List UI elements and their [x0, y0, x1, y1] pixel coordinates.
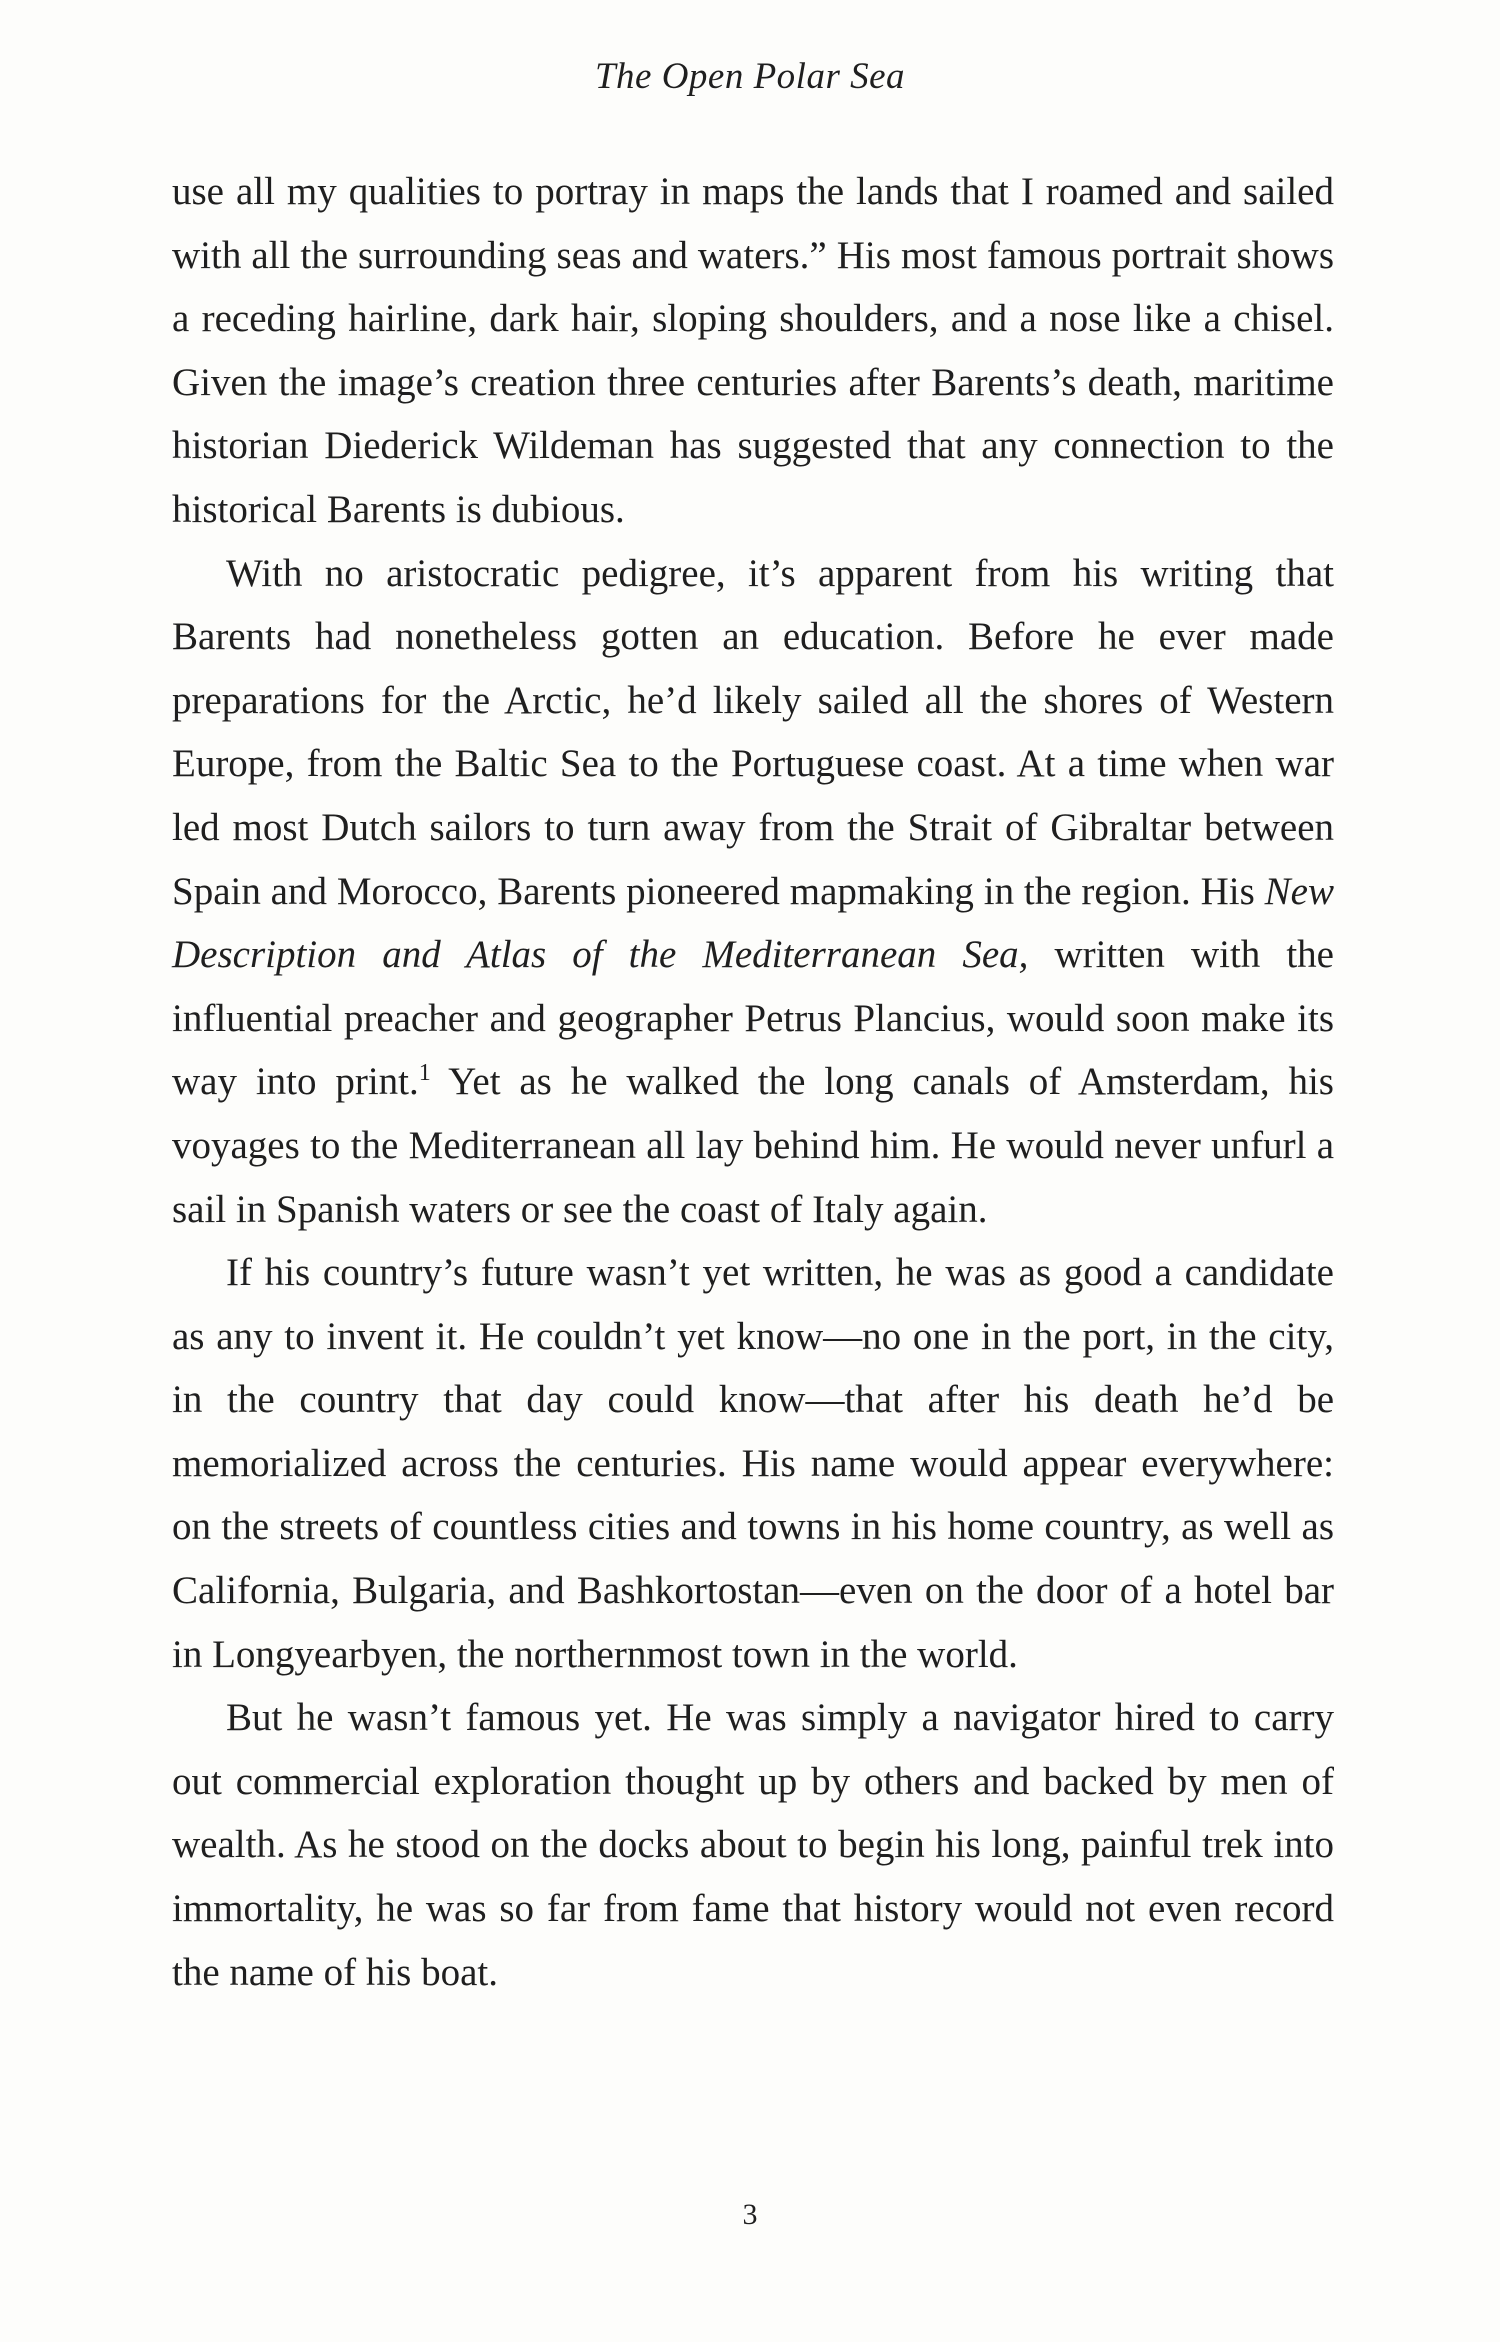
paragraph-continuation: use all my qualities to portray in maps the lands that I roamed and sailed with all the surrounding seas and waters.” His most famous portrait shows a receding hairline, dark hair, sloping shoulders, and a nose like a chisel. Given the image’s creation three centuries after Barents’s death, maritime historian Diederick Wildeman has suggested that any connection to the historical Barents is dubious. — [172, 170, 1334, 531]
paragraph-text: With no aristocratic pedigree, it’s apparent from his writing that Barents had nonetheless gotten an education. Before he ever made preparations for the Arctic, he’d likely sailed all the shores of Western Europe, from the Baltic Sea to the Portuguese coast. At a time when war led most Dutch sailors to turn away from the Strait of Gibraltar between Spain and Morocco, Barents pioneered mapmaking in the region. His — [172, 551, 1334, 913]
paragraph-legacy: If his country’s future wasn’t yet written, he was as good a candidate as any to invent it. He couldn’t yet know—no one in the port, in the city, in the country that day could know—that after his death he’d be memorialized across the centuries. His name would appear everywhere: on the streets of countless cities and towns in his home country, as well as California, Bulgaria, and Bashkortostan—even on the door of a hotel bar in Longyearbyen, the northernmost town in the world. — [172, 1251, 1334, 1676]
body-text — [172, 160, 1334, 2004]
paragraph-not-famous: But he wasn’t famous yet. He was simply a navigator hired to carry out commercial exploration thought up by others and backed by men of wealth. As he stood on the docks about to begin his long, painful trek into immortality, he was so far from fame that history would not even record the name of his boat. — [172, 1696, 1334, 1994]
book-title: New Description and Atlas of the Mediterranean Sea, — [172, 869, 1334, 977]
page-number: 3 — [742, 2198, 758, 2231]
footnote-marker: 1 — [418, 1060, 431, 1087]
paragraph-text: Yet as he walked the long canals of Amsterdam, his voyages to the Mediterranean all lay behind him. He would never unfurl a sail in Spanish waters or see the coast of Italy again. — [172, 1060, 1334, 1231]
paragraph-barents-education — [172, 542, 1334, 1242]
paragraph-text: written with the influential preacher and geographer Petrus Plancius, would soon make its way into print. — [172, 933, 1334, 1104]
running-head: The Open Polar Sea — [594, 56, 906, 97]
